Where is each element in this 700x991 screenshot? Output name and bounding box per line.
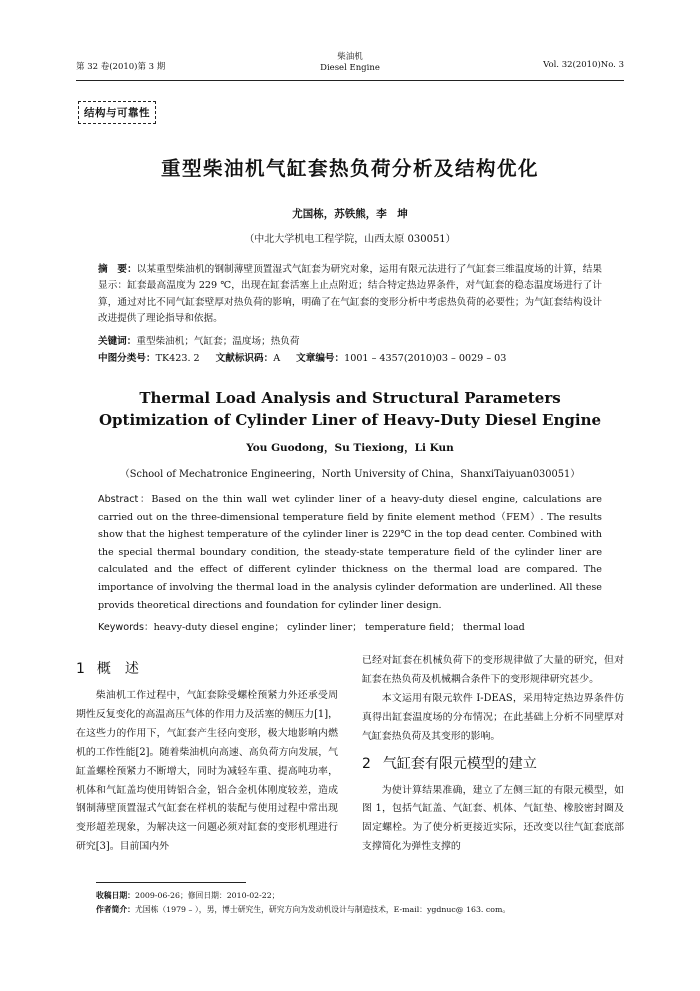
footnote-divider [96,882,246,883]
body-paragraph: 为使计算结果准确，建立了左侧三缸的有限元模型，如图 1，包括气缸盖、气缸套、机体、气缸垫、橡胶密封圈及固定螺栓。为了使分析更接近实际，还改变以往气缸套底部支撑简化为弹性支撑的 [362,784,624,853]
clc-value: TK423. 2 [155,353,200,364]
section-title-1: 概 述 [96,661,139,677]
volume-issue-en: Vol. 32(2010)No. 3 [543,60,624,70]
footnote-author [96,904,510,915]
section-title-2: 气缸套有限元模型的建立 [382,755,537,772]
journal-name-zh: 柴油机 [337,52,363,62]
affiliation-en: （School of Mechatronice Engineering，North University of China，ShanxiTaiyuan030051） [119,469,581,480]
author-bio-value: 尤国栋（1979 – ），男，博士研究生，研究方向为发动机设计与制造技术，E-mail：ygdnuc@ 163. com。 [134,905,511,914]
keywords-zh-label: 关键词： [98,336,137,347]
article-no-label: 文章编号： [296,353,345,364]
section-tag: 结构与可靠性 [78,101,156,124]
section-heading-2 [362,753,624,775]
journal-name [76,52,624,74]
header-divider [76,80,624,81]
keywords-zh [98,333,602,347]
doc-code-label: 文献标识码： [215,353,274,364]
classification-line [98,350,602,364]
keywords-en-text: heavy-duty diesel engine； cylinder liner； temperature field； thermal load [153,622,525,633]
article-no-value: 1001 – 4357(2010)03 – 0029 – 03 [344,353,507,364]
keywords-en-label: Keywords： [98,622,154,633]
abstract-en-text: Based on the thin wall wet cylinder liner of a heavy-duty diesel engine, calculations are carried out on the three-dimensional temperature field by finite element method（FEM）. The results show that the highest temperature of the cylinder liner is 229℃ in the top dead center. Combined with the special thermal boundary condition, the steady-state temperature field of the cylinder liner are calculated and the effect of different cylinder thickness on the thermal load are compared. The importance of involving the thermal load in the analysis cylinder deformation are underlined. All these provids theoretical directions and foundation for cylinder liner design. [98,494,602,611]
body-paragraph: 本文运用有限元软件 I-DEAS，采用特定热边界条件仿真得出缸套温度场的分布情况；在此基础上分析不同壁厚对气缸套热负荷及其变形的影响。 [362,692,624,742]
keywords-zh-text: 重型柴油机；气缸套；温度场；热负荷 [136,336,300,347]
body-paragraph: 柴油机工作过程中，气缸套除受螺栓预紧力外还承受周期性反复变化的高温高压气体的作用力及活塞的侧压力[1]，在这些力的作用下，气缸套产生径向变形，极大地影响内燃机的工作性能[2]。随着柴油机向高速、高负荷方向发展，气缸盖螺栓预紧力不断增大，同时为减轻车重、提高吨功率，机体和气缸盖均使用铸铝合金，铝合金机体刚度较差，造成钢制薄壁顶置湿式气缸套在样机的装配与使用过程中常出现变形超差现象，为解决这一问题必须对缸套的变形机理进行研究[3]。目前国内外 [76,690,338,853]
keywords-en [98,619,602,633]
authors-zh: 尤国栋，苏铁熊，李 坤 [292,208,408,220]
section-number-1: 1 [76,661,85,677]
paper-title-en-line2: Optimization of Cylinder Liner of Heavy-Duty Diesel Engine [98,411,602,429]
volume-issue: 第 32 卷(2010)第 3 期 [76,62,166,72]
body-column-left [76,652,338,857]
paper-title-en [0,387,700,431]
authors-en: You Guodong，Su Tiexiong，Li Kun [246,442,454,454]
paper-title-zh: 重型柴油机气缸套热负荷分析及结构优化 [160,157,539,180]
footnote-received [96,890,279,901]
received-value: 2009-06-26；修回日期：2010-02-22； [134,891,280,900]
abstract-en [98,491,602,614]
abstract-en-label: Abstract： [98,494,152,505]
running-header [76,50,624,80]
doc-code-value: A [273,353,281,364]
section-heading-1 [76,658,338,680]
clc-label: 中图分类号： [98,353,156,364]
section-number-2: 2 [362,755,371,772]
body-column-right [362,652,624,857]
affiliation-zh: （中北大学机电工程学院，山西太原 030051） [244,234,456,245]
received-label: 收稿日期： [96,891,135,900]
paper-title-en-line1: Thermal Load Analysis and Structural Parameters [139,389,561,407]
abstract-zh-text: 以某重型柴油机的钢制薄壁顶置湿式气缸套为研究对象，运用有限元法进行了气缸套三维温度场的计算，结果显示：缸套最高温度为 229 ℃，出现在缸套活塞上止点附近；结合特定热边界条件，对气缸套的稳态温度场进行了计算，通过对比不同气缸套壁厚对热负荷的影响，明确了在气缸套的变形分析中考虑热负荷的必要性；为气缸套结构设计改进提供了理论指导和依据。 [98,264,603,324]
abstract-zh-label: 摘 要： [98,264,137,275]
body-paragraph-continued: 已经对缸套在机械负荷下的变形规律做了大量的研究，但对缸套在热负荷及机械耦合条件下的变形规律研究甚少。 [362,655,624,685]
journal-name-en: Diesel Engine [320,63,380,73]
author-bio-label: 作者简介： [96,905,135,914]
abstract-zh [98,262,602,327]
